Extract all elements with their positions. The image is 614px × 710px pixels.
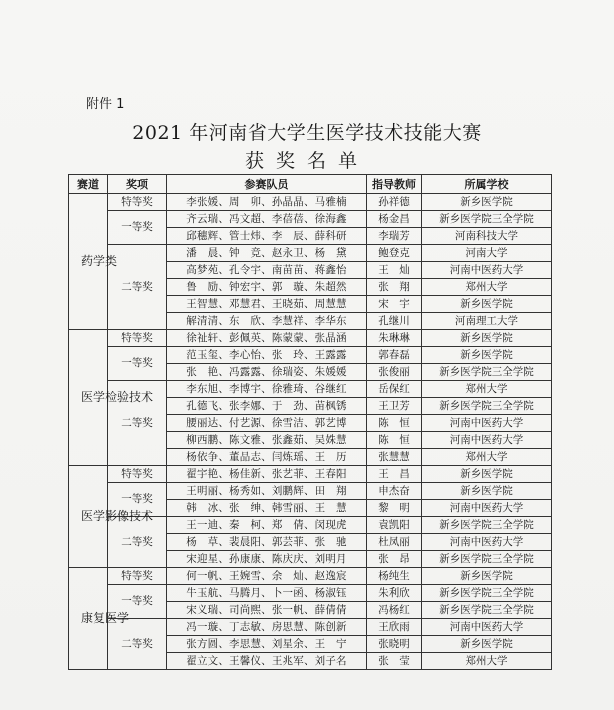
teacher-cell: 王卫芳	[367, 398, 422, 415]
table-row	[69, 330, 552, 347]
award-cell: 特等奖	[108, 194, 167, 211]
school-cell: 河南中医药大学	[422, 534, 552, 551]
track-cell	[69, 568, 130, 670]
school-cell: 新乡医学院三全学院	[422, 211, 552, 228]
track-name: 药学类	[81, 253, 118, 268]
column-header-award: 奖项	[108, 175, 167, 194]
track-cell	[69, 194, 118, 330]
table-row	[69, 194, 552, 211]
members-cell: 宋义瑞、司尚熙、张一帆、薛倩倩	[167, 602, 367, 619]
award-cell: 二等奖	[108, 517, 167, 568]
members-cell: 李张媛、周 卯、孙晶晶、马雅楠	[167, 194, 367, 211]
members-cell: 翟宇艳、杨佳新、张艺菲、王春阳	[167, 466, 367, 483]
school-cell: 新乡医学院	[422, 466, 552, 483]
teacher-cell: 冯杨红	[367, 602, 422, 619]
school-cell: 河南科技大学	[422, 228, 552, 245]
members-cell: 牛玉航、马腾月、卜一函、杨淑钰	[167, 585, 367, 602]
table-row	[69, 211, 552, 228]
teacher-cell: 李瑞芳	[367, 228, 422, 245]
table-row	[69, 483, 552, 500]
members-cell: 王明丽、杨秀如、刘鹏辉、田 翔	[167, 483, 367, 500]
table-row	[69, 466, 552, 483]
members-cell: 王智慧、邓慧君、王晓茹、周慧慧	[167, 296, 367, 313]
school-cell: 新乡医学院	[422, 347, 552, 364]
teacher-cell: 杨金昌	[367, 211, 422, 228]
awards-table	[68, 174, 552, 670]
teacher-cell: 王欣雨	[367, 619, 422, 636]
school-cell: 河南大学	[422, 245, 552, 262]
teacher-cell: 朱琳琳	[367, 330, 422, 347]
school-cell: 新乡医学院	[422, 194, 552, 211]
awards-table-body	[69, 194, 552, 670]
school-cell: 郑州大学	[422, 449, 552, 466]
table-row	[69, 568, 552, 585]
members-cell: 宋迎星、孙康康、陈庆庆、刘明月	[167, 551, 367, 568]
teacher-cell: 王 昌	[367, 466, 422, 483]
award-cell: 一等奖	[108, 483, 167, 517]
teacher-cell: 杨纯生	[367, 568, 422, 585]
award-cell: 一等奖	[108, 211, 167, 245]
track-name: 医学检验技术	[81, 389, 154, 404]
school-cell: 郑州大学	[422, 381, 552, 398]
school-cell: 新乡医学院	[422, 636, 552, 653]
school-cell: 新乡医学院三全学院	[422, 364, 552, 381]
teacher-cell: 张慧慧	[367, 449, 422, 466]
award-cell: 一等奖	[108, 585, 167, 619]
members-cell: 柳西鹏、陈文雅、张鑫茹、吴姝慧	[167, 432, 367, 449]
members-cell: 翟立文、王馨仪、王兆军、刘子名	[167, 653, 367, 670]
members-cell: 徐祉轩、彭佩英、陈蒙蒙、张晶涵	[167, 330, 367, 347]
teacher-cell: 宋 宇	[367, 296, 422, 313]
school-cell: 新乡医学院	[422, 483, 552, 500]
members-cell: 鲁 励、钟宏宇、郭 璇、朱超然	[167, 279, 367, 296]
members-cell: 冯一璇、丁志敏、房思慧、陈创新	[167, 619, 367, 636]
award-cell: 特等奖	[108, 330, 167, 347]
attachment-label: 附件 1	[86, 97, 125, 112]
table-row	[69, 347, 552, 364]
teacher-cell: 鲍登克	[367, 245, 422, 262]
members-cell: 齐云瑞、冯文超、李蓓蓓、徐海鑫	[167, 211, 367, 228]
column-header-members: 参赛队员	[167, 175, 367, 194]
teacher-cell: 申杰奋	[367, 483, 422, 500]
award-cell: 二等奖	[108, 245, 167, 330]
members-cell: 腰丽达、付艺源、徐雪洁、郭艺博	[167, 415, 367, 432]
school-cell: 郑州大学	[422, 279, 552, 296]
school-cell: 新乡医学院	[422, 296, 552, 313]
teacher-cell: 张俊丽	[367, 364, 422, 381]
teacher-cell: 孙祥德	[367, 194, 422, 211]
teacher-cell: 张晓明	[367, 636, 422, 653]
track-name: 康复医学	[81, 610, 130, 625]
teacher-cell: 黎 明	[367, 500, 422, 517]
school-cell: 新乡医学院三全学院	[422, 398, 552, 415]
members-cell: 何一帆、王婉雪、余 灿、赵逸宸	[167, 568, 367, 585]
teacher-cell: 王 灿	[367, 262, 422, 279]
teacher-cell: 朱利欣	[367, 585, 422, 602]
members-cell: 张 艳、冯露露、徐瑞姿、朱媛媛	[167, 364, 367, 381]
members-cell: 孔德飞、张李娜、于 劲、苗枫锈	[167, 398, 367, 415]
members-cell: 邱穗辉、管士炜、李 辰、薛科研	[167, 228, 367, 245]
school-cell: 河南中医药大学	[422, 262, 552, 279]
award-cell: 特等奖	[108, 466, 167, 483]
teacher-cell: 孔继川	[367, 313, 422, 330]
school-cell: 河南中医药大学	[422, 500, 552, 517]
school-cell: 新乡医学院	[422, 330, 552, 347]
document-subtitle: 获奖名单	[244, 150, 369, 172]
school-cell: 河南中医药大学	[422, 619, 552, 636]
teacher-cell: 杜凤丽	[367, 534, 422, 551]
award-cell: 特等奖	[108, 568, 167, 585]
members-cell: 潘 晨、钟 竞、赵永卫、杨 黛	[167, 245, 367, 262]
table-row	[69, 245, 552, 262]
document-title: 2021 年河南省大学生医学技术技能大赛	[132, 122, 482, 144]
members-cell: 李东旭、李博宇、徐雅琦、谷继红	[167, 381, 367, 398]
members-cell: 韩 冰、张 绅、韩雪丽、王 慧	[167, 500, 367, 517]
column-header-school: 所属学校	[422, 175, 552, 194]
teacher-cell: 郭春磊	[367, 347, 422, 364]
school-cell: 新乡医学院三全学院	[422, 517, 552, 534]
members-cell: 解清清、东 欣、李慧祥、李华东	[167, 313, 367, 330]
award-cell: 二等奖	[108, 619, 167, 670]
teacher-cell: 张 莹	[367, 653, 422, 670]
table-row	[69, 585, 552, 602]
school-cell: 河南中医药大学	[422, 432, 552, 449]
members-cell: 杨依争、董品志、闫炼瑶、王 历	[167, 449, 367, 466]
members-cell: 高梦苑、孔令宇、南苗苗、蒋鑫怡	[167, 262, 367, 279]
teacher-cell: 岳保红	[367, 381, 422, 398]
teacher-cell: 张 翔	[367, 279, 422, 296]
school-cell: 新乡医学院三全学院	[422, 585, 552, 602]
school-cell: 郑州大学	[422, 653, 552, 670]
award-cell: 二等奖	[108, 381, 167, 466]
members-cell: 王一迪、秦 柯、郑 倩、闵现虎	[167, 517, 367, 534]
school-cell: 新乡医学院三全学院	[422, 551, 552, 568]
school-cell: 新乡医学院三全学院	[422, 602, 552, 619]
school-cell: 河南中医药大学	[422, 415, 552, 432]
teacher-cell: 张 昂	[367, 551, 422, 568]
track-name: 医学影像技术	[81, 508, 154, 523]
school-cell: 河南理工大学	[422, 313, 552, 330]
column-header-teacher: 指导教师	[367, 175, 422, 194]
members-cell: 杨 草、裴晨阳、郭芸菲、张 驰	[167, 534, 367, 551]
members-cell: 张方圆、李思慧、刘星余、王 宁	[167, 636, 367, 653]
table-header-row	[69, 175, 552, 194]
teacher-cell: 袁凯阳	[367, 517, 422, 534]
award-cell: 一等奖	[108, 347, 167, 381]
members-cell: 范玉玺、李心怡、张 玲、王露露	[167, 347, 367, 364]
teacher-cell: 陈 恒	[367, 432, 422, 449]
column-header-track: 赛道	[69, 175, 108, 194]
teacher-cell: 陈 恒	[367, 415, 422, 432]
school-cell: 新乡医学院	[422, 568, 552, 585]
table-row	[69, 619, 552, 636]
